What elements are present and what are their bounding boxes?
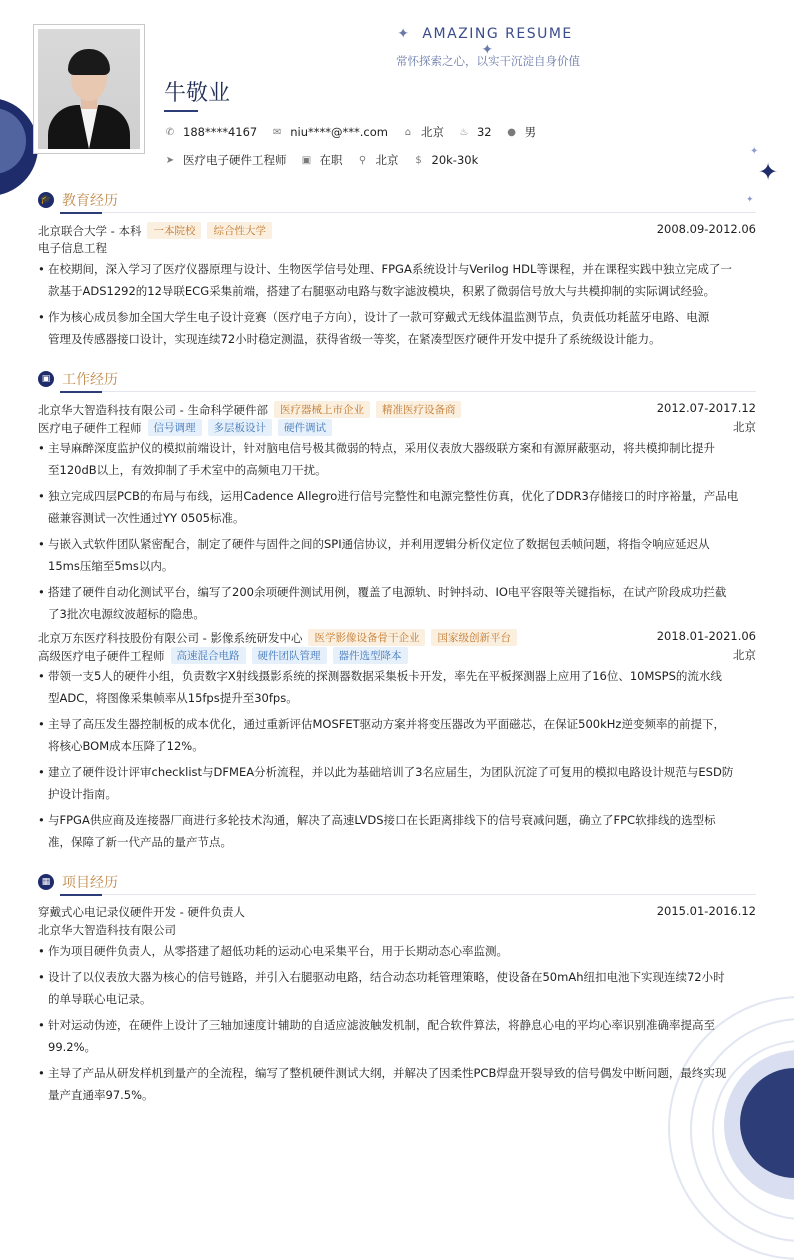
period: 2015.01-2016.12 xyxy=(656,904,756,918)
graduation-cap-icon: 🎓 xyxy=(38,192,54,208)
section-title: 工作经历 xyxy=(62,372,118,388)
contact-info xyxy=(164,124,550,140)
list-item: • 独立完成四层PCB的布局与布线，运用Cadence Allegro进行信号完整性和电源完整性仿真，优化了DDR3存储接口的时序裕量，产品电 磁兼容测试一次性通过YY 0505标准。 xyxy=(38,489,739,525)
role: 医疗电子硬件工程师 xyxy=(38,420,142,435)
tag: 一本院校 xyxy=(147,222,201,239)
list-item: • 作为项目硬件负责人，从零搭建了超低功耗的运动心电采集平台，用于长期动态心率监测。 xyxy=(38,944,508,958)
list-item: • 在校期间，深入学习了医疗仪器原理与设计、生物医学信号处理、FPGA系统设计与Verilog HDL等课程，并在课程实践中独立完成了一 款基于ADS1292的12导联ECG采集前端，搭建了右腿驱动电路与数字滤波模块，积累了微弱信号放大与共模抑制的实际调试经验。 xyxy=(38,262,732,298)
money-icon: $ xyxy=(415,154,422,166)
job-intent-info xyxy=(164,152,492,168)
resume-title: ✦ AMAZING RESUME ✦ xyxy=(397,26,573,58)
role: 高级医疗电子硬件工程师 xyxy=(38,648,165,663)
tag: 硬件调试 xyxy=(278,419,332,436)
list-item: • 设计了以仪表放大器为核心的信号链路，并引入右腿驱动电路，结合动态功耗管理策略，使设备在50mAh纽扣电池下实现连续72小时 的单导联心电记录。 xyxy=(38,970,725,1006)
company-name: 北京万东医疗科技股份有限公司 - 影像系统研发中心 xyxy=(38,630,303,645)
project-name: 穿戴式心电记录仪硬件开发 - 硬件负责人 xyxy=(38,905,245,919)
company-name: 北京华大智造科技有限公司 - 生命科学硬件部 xyxy=(38,402,268,417)
project-section-header xyxy=(38,872,118,892)
section-title: 教育经历 xyxy=(62,193,118,209)
phone-icon: ✆ xyxy=(165,126,175,138)
major-row xyxy=(38,240,756,256)
tag: 精准医疗设备商 xyxy=(376,401,462,418)
job-role-row xyxy=(38,647,756,664)
education-row xyxy=(38,222,756,239)
name-underline xyxy=(164,110,198,112)
tag: 信号调理 xyxy=(148,419,202,436)
project-row xyxy=(38,904,756,920)
work-section-header xyxy=(38,369,118,389)
job-status: 在职 xyxy=(319,153,343,167)
salary: 20k-30k xyxy=(431,153,479,167)
school-name: 北京联合大学 - 本科 xyxy=(38,223,142,238)
gender: 男 xyxy=(524,125,537,139)
major: 电子信息工程 xyxy=(38,241,107,255)
period: 2008.09-2012.06 xyxy=(656,222,756,236)
location: 北京 xyxy=(733,420,756,434)
education-section-header xyxy=(38,190,118,210)
avatar-photo xyxy=(38,29,140,149)
user-icon: ● xyxy=(507,126,516,138)
sparkle-icon: ✦ xyxy=(746,195,754,205)
phone: 188****4167 xyxy=(183,125,258,139)
tag: 国家级创新平台 xyxy=(431,629,517,646)
sparkle-icon: ✦ xyxy=(397,26,411,42)
list-item: • 与嵌入式软件团队紧密配合，制定了硬件与固件之间的SPI通信协议，并利用逻辑分析仪定位了数据包丢帧问题，将指令响应延迟从 15ms压缩至5ms以内。 xyxy=(38,537,710,573)
section-underline xyxy=(60,894,102,896)
tag: 器件选型降本 xyxy=(333,647,408,664)
tag: 多层板设计 xyxy=(208,419,273,436)
list-item: • 主导了产品从研发样机到量产的全流程，编写了整机硬件测试大纲，并解决了因柔性PCB焊盘开裂导致的信号偶发中断问题，最终实现 量产直通率97.5%。 xyxy=(38,1066,727,1102)
tag: 硬件团队管理 xyxy=(252,647,327,664)
divider xyxy=(60,894,756,895)
mail-icon: ✉ xyxy=(273,126,282,138)
sparkle-icon: ✦ xyxy=(750,146,759,157)
list-item: • 与FPGA供应商及连接器厂商进行多轮技术沟通，解决了高速LVDS接口在长距离排线下的信号衰减问题，确立了FPC软排线的选型标 准，保障了新一代产品的量产节点。 xyxy=(38,813,716,849)
work-city: 北京 xyxy=(375,153,399,167)
project-company-row xyxy=(38,922,756,938)
list-item: • 主导麻醉深度监护仪的模拟前端设计，针对脑电信号极其微弱的特点，采用仪表放大器级联方案和有源屏蔽驱动，将共模抑制比提升 至120dB以上，有效抑制了手术室中的高频电刀干扰。 xyxy=(38,441,715,477)
divider xyxy=(60,212,756,213)
tag: 综合性大学 xyxy=(207,222,272,239)
job-role-row xyxy=(38,419,756,436)
briefcase-icon: ▣ xyxy=(38,371,54,387)
home-icon: ⌂ xyxy=(404,126,412,138)
period: 2012.07-2017.12 xyxy=(656,401,756,415)
sparkle-icon: ✦ xyxy=(481,42,495,58)
period: 2018.01-2021.06 xyxy=(656,629,756,643)
list-item: • 带领一支5人的硬件小组，负责数字X射线摄影系统的探测器数据采集板卡开发，率先在平板探测器上应用了16位、10MSPS的流水线 型ADC，将图像采集帧率从15fps提升至30fps。 xyxy=(38,669,722,705)
section-underline xyxy=(60,391,102,393)
person-name: 牛敬业 xyxy=(164,81,231,106)
grid-icon: ▦ xyxy=(38,874,54,890)
job-company-row xyxy=(38,629,756,646)
location-icon: ⚲ xyxy=(358,154,367,166)
resume-subtitle: 常怀探索之心，以实干沉淀自身价值 xyxy=(396,54,580,68)
job-company-row xyxy=(38,401,756,418)
age: 32 xyxy=(476,125,492,139)
location: 北京 xyxy=(733,648,756,662)
section-title: 项目经历 xyxy=(62,875,118,891)
tag: 医学影像设备骨干企业 xyxy=(308,629,425,646)
project-company: 北京华大智造科技有限公司 xyxy=(38,923,176,937)
briefcase-icon: ▣ xyxy=(301,154,312,166)
section-underline xyxy=(60,212,102,214)
list-item: • 建立了硬件设计评审checklist与DFMEA分析流程，并以此为基础培训了3名应届生，为团队沉淀了可复用的模拟电路设计规范与ESD防 护设计指南。 xyxy=(38,765,734,801)
sparkle-icon: ✦ xyxy=(758,158,779,186)
job-title: 医疗电子硬件工程师 xyxy=(183,153,287,167)
email: niu****@***.com xyxy=(290,125,388,139)
list-item: • 搭建了硬件自动化测试平台，编写了200余项硬件测试用例，覆盖了电源轨、时钟抖动、IO电平容限等关键指标，在试产阶段成功拦截 了3批次电源纹波超标的隐患。 xyxy=(38,585,727,621)
tag: 高速混合电路 xyxy=(171,647,246,664)
tag: 医疗器械上市企业 xyxy=(274,401,370,418)
cake-icon: ♨ xyxy=(459,126,469,138)
avatar xyxy=(33,24,145,154)
divider xyxy=(60,391,756,392)
city: 北京 xyxy=(420,125,444,139)
list-item: • 作为核心成员参加全国大学生电子设计竞赛（医疗电子方向），设计了一款可穿戴式无线体温监测节点，负责低功耗蓝牙电路、电源 管理及传感器接口设计，实现连续72小时稳定测温，获得省级一等奖，在紧凑型医疗硬件开发中提升了系统级设计能力。 xyxy=(38,310,710,346)
send-icon: ➤ xyxy=(165,154,175,166)
list-item: • 主导了高压发生器控制板的成本优化，通过重新评估MOSFET驱动方案并将变压器改为平面磁芯，在保证500kHz逆变频率的前提下， 将核心BOM成本压降了12%。 xyxy=(38,717,725,753)
list-item: • 针对运动伪迹，在硬件上设计了三轴加速度计辅助的自适应滤波触发机制，配合软件算法，将静息心电的平均心率识别准确率提高至 99.2%。 xyxy=(38,1018,715,1054)
